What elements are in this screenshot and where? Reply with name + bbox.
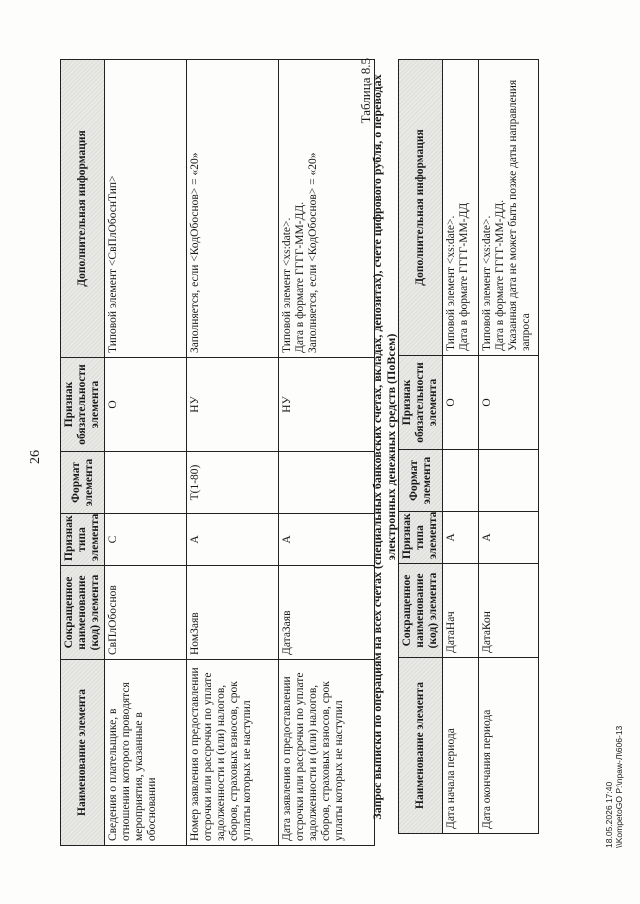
header-cell: Сокращенное наименование (код) элемента [61, 566, 105, 660]
element-required: НУ [187, 358, 279, 452]
element-name: Дата начала периода [443, 658, 479, 834]
header-cell: Формат элемента [61, 452, 105, 514]
table-row [443, 60, 479, 834]
element-info: Заполняется, если <КодОбоснов> = «20» [187, 60, 279, 358]
element-code: ДатаЗаяв [279, 566, 375, 660]
element-format [479, 450, 539, 512]
header-cell: Наименование элемента [399, 658, 443, 834]
element-code: НомЗаяв [187, 566, 279, 660]
header-cell: Признак обязательности элемента [399, 356, 443, 450]
header-cell: Формат элемента [399, 450, 443, 512]
element-code: СвПлОбоснов [105, 566, 187, 660]
elements-table-continued [60, 59, 375, 846]
footer-path: \\KompetoGO P:\npaw-Л\606-13 [614, 725, 624, 848]
element-format [443, 450, 479, 512]
element-type: А [479, 512, 539, 564]
element-required: НУ [279, 358, 375, 452]
element-format: Т(1-80) [187, 452, 279, 514]
element-code: ДатаКон [479, 564, 539, 658]
header-cell: Дополнительная информация [61, 60, 105, 358]
table-row [105, 60, 187, 846]
element-type: А [443, 512, 479, 564]
elements-table-povsem [398, 59, 539, 834]
element-required: О [443, 356, 479, 450]
element-info: Типовой элемент <xs:date>. Дата в формате ГГГГ-ММ-ДД. Заполняется, если <КодОбоснов> = «20» [279, 60, 375, 358]
element-type: С [105, 514, 187, 566]
header-cell: Признак типа элемента [61, 514, 105, 566]
footer-date: 18.05.2026 17:40 [604, 781, 614, 848]
header-cell: Сокращенное наименование (код) элемента [399, 564, 443, 658]
header-cell: Признак типа элемента [399, 512, 443, 564]
table-caption: Запрос выписки по операциям на всех счетах (специальных банковских счетах, вкладах, депозитах), счете цифрового рубля, о переводах электронных денежных средств (ПоВсем) [370, 74, 398, 820]
element-type: А [279, 514, 375, 566]
footer-stamp [604, 726, 624, 848]
element-format [279, 452, 375, 514]
page-number: 26 [28, 450, 43, 464]
element-name: Сведения о плательщике, в отношении которого проводятся мероприятия, указанные в обосновании [105, 660, 187, 846]
element-name: Дата окончания периода [479, 658, 539, 834]
element-format [105, 452, 187, 514]
table-row [279, 60, 375, 846]
table-row [479, 60, 539, 834]
element-info: Типовой элемент <xs:date>. Дата в формате ГГГГ-ММ-ДД [443, 60, 479, 356]
table-label: Таблица 8.5 [358, 58, 373, 124]
element-type: А [187, 514, 279, 566]
element-info: Типовой элемент <СвПлОбоснТип> [105, 60, 187, 358]
header-cell: Дополнительная информация [399, 60, 443, 356]
table-header-row [61, 60, 105, 846]
header-cell: Наименование элемента [61, 660, 105, 846]
element-code: ДатаНач [443, 564, 479, 658]
table-header-row [399, 60, 443, 834]
header-cell: Признак обязательности элемента [61, 358, 105, 452]
table-row [187, 60, 279, 846]
element-info: Типовой элемент <xs:date>. Дата в формате ГГГГ-ММ-ДД. Указанная дата не может быть позже даты направления запроса [479, 60, 539, 356]
element-required: О [105, 358, 187, 452]
element-name: Номер заявления о предоставлении отсрочки или рассрочки по уплате задолженности и (или) налогов, сборов, страховых взносов, срок уплаты которых не наступил [187, 660, 279, 846]
element-name: Дата заявления о предоставлении отсрочки или рассрочки по уплате задолженности и (или) налогов, сборов, страховых взносов, срок уплаты которых не наступил [279, 660, 375, 846]
element-required: О [479, 356, 539, 450]
